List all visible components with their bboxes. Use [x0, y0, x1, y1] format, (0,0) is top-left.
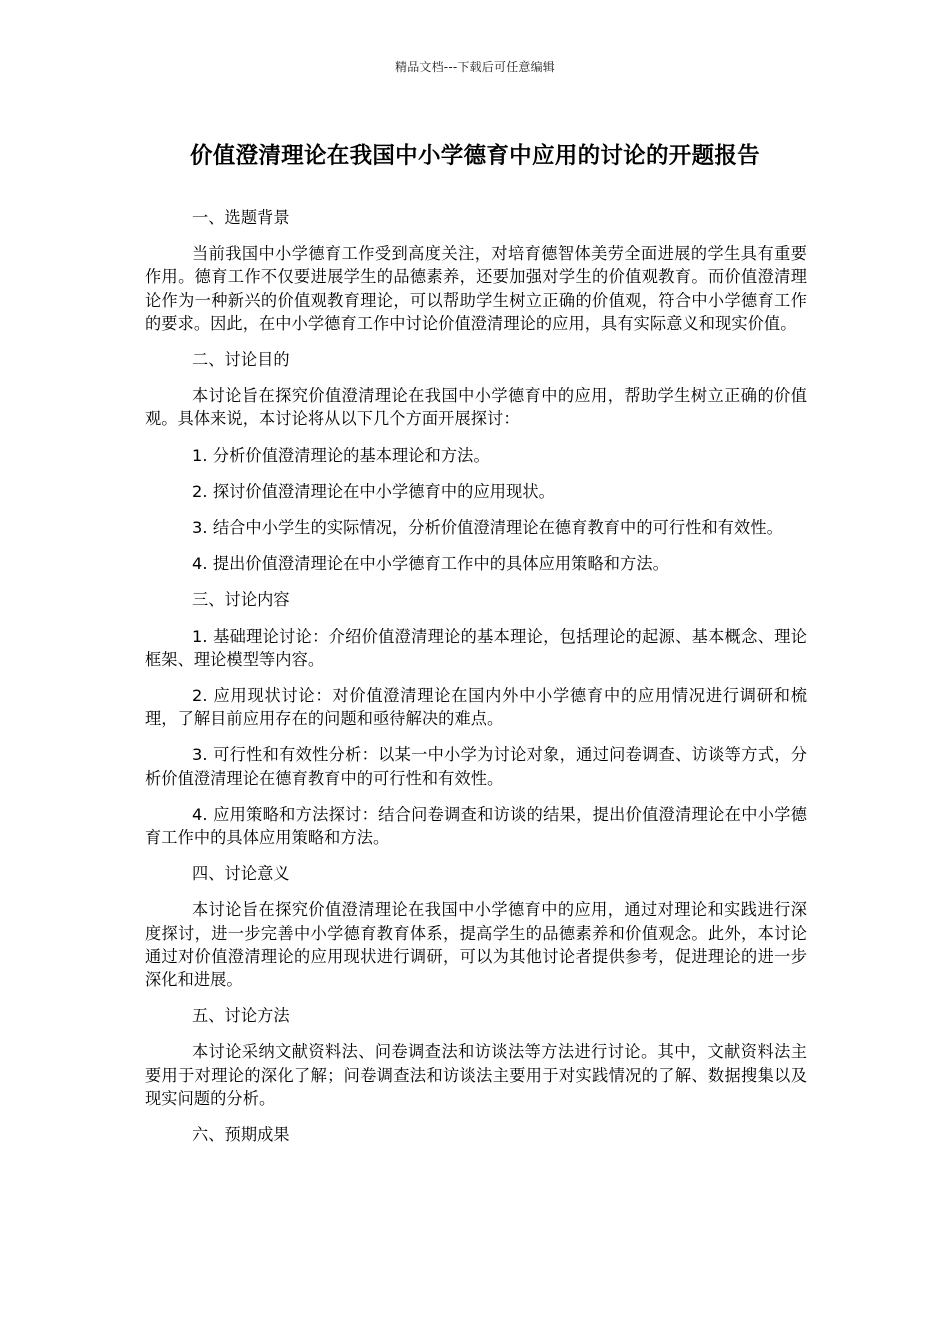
- section-heading-content: 三、讨论内容: [191, 590, 290, 610]
- paragraph-background: 当前我国中小学德育工作受到高度关注，对培育德智体美劳全面进展的学生具有重要作用。德育工作不仅要进展学生的品德素养，还要加强对学生的价值观教育。而价值澄清理论作为一种新兴的价值观教育理论，可以帮助学生树立正确的价值观，符合中小学德育工作的要求。因此，在中小学德育工作中讨论价值澄清理论的应用，具有实际意义和现实价值。: [145, 244, 807, 333]
- document-body: [145, 206, 807, 1159]
- section-heading-purpose: 二、讨论目的: [191, 350, 290, 370]
- purpose-list-item-1: 1. 分析价值澄清理论的基本理论和方法。: [191, 445, 490, 465]
- section-heading-background: 一、选题背景: [191, 208, 290, 227]
- purpose-list-item-4: 4. 提出价值澄清理论在中小学德育工作中的具体应用策略和方法。: [191, 554, 669, 574]
- header-note: 精品文档---下载后可任意编辑: [395, 60, 555, 74]
- purpose-list-item-2: 2. 探讨价值澄清理论在中小学德育中的应用现状。: [191, 481, 555, 501]
- content-list-item-4: 4. 应用策略和方法探讨：结合问卷调查和访谈的结果，提出价值澄清理论在中小学德育工作中的具体应用策略和方法。: [145, 804, 807, 848]
- paragraph-purpose: 本讨论旨在探究价值澄清理论在我国中小学德育中的应用，帮助学生树立正确的价值观。具体来说，本讨论将从以下几个方面开展探讨：: [145, 386, 807, 429]
- content-list-item-2: 2. 应用现状讨论：对价值澄清理论在国内外中小学德育中的应用情况进行调研和梳理，了解目前应用存在的问题和亟待解决的难点。: [145, 686, 807, 729]
- paragraph-significance: 本讨论旨在探究价值澄清理论在我国中小学德育中的应用，通过对理论和实践进行深度探讨，进一步完善中小学德育教育体系，提高学生的品德素养和价值观念。此外，本讨论通过对价值澄清理论的应用现状进行调研，可以为其他讨论者提供参考，促进理论的进一步深化和进展。: [145, 900, 807, 990]
- purpose-list-item-3: 3. 结合中小学生的实际情况，分析价值澄清理论在德育教育中的可行性和有效性。: [191, 518, 783, 538]
- section-heading-significance: 四、讨论意义: [191, 864, 290, 884]
- document-title: 价值澄清理论在我国中小学德育中应用的讨论的开题报告: [189, 143, 760, 169]
- section-heading-method: 五、讨论方法: [191, 1006, 290, 1026]
- paragraph-method: 本讨论采纳文献资料法、问卷调查法和访谈法等方法进行讨论。其中，文献资料法主要用于对理论的深化了解；问卷调查法和访谈法主要用于对实践情况的了解、数据搜集以及现实问题的分析。: [145, 1042, 807, 1108]
- content-list-item-1: 1. 基础理论讨论：介绍价值澄清理论的基本理论，包括理论的起源、基本概念、理论框架、理论模型等内容。: [145, 626, 807, 669]
- section-heading-expected-results: 六、预期成果: [191, 1125, 290, 1145]
- content-list-item-3: 3. 可行性和有效性分析：以某一中小学为讨论对象，通过问卷调查、访谈等方式，分析价值澄清理论在德育教育中的可行性和有效性。: [145, 745, 807, 788]
